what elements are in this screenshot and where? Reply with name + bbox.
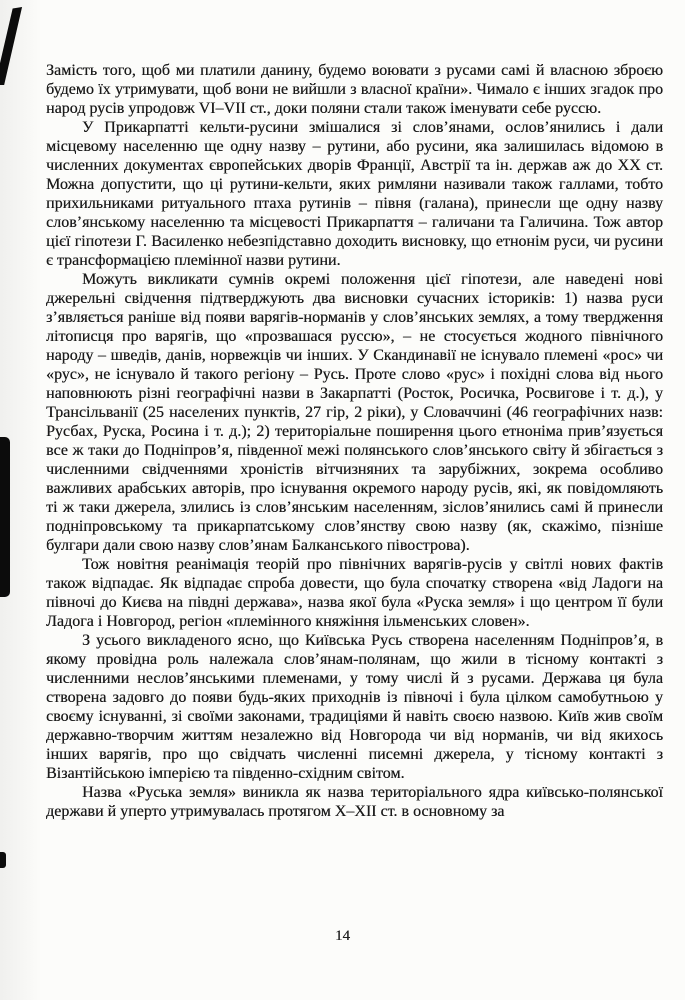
body-paragraph-6: Назва «Руська земля» виникла як назва територіального ядра київсько-полянської держави й уперто утримувалась протягом X–XII ст. в основному за [46,784,663,820]
body-paragraph-3: Можуть викликати сумнів окремі положення цієї гіпотези, але наведені нові джерельні свідчення підтверджують два висновки сучасних істориків: 1) назва руси з’являється раніше від появи варягів-норманів у слов’янських землях, а тому твердження літописця про варягів, що «прозвашася руссю», – не стосується жодного північного народу – шведів, данів, норвежців чи інших. У Скандинавії не існувало племені «рос» чи «рус», не існувало й такого регіону – Русь. Проте слово «рус» і похідні слова від нього наповнюють різні географічні назви в Закарпатті (Росток, Росичка, Росвигове і т. д.), у Трансільванії (25 населених пунктів, 27 гір, 2 ріки), у Словаччині (46 географічних назв: Русбах, Руска, Росина і т. д.); 2) територіальне поширення цього етноніма прив’язується все ж таки до Подніпров’я, південної межі полянського слов’янського світу й збігається з численними свідченнями хроністів вітчизняних та зарубіжних, зокрема особливо важливих арабських авторів, про існування окремого народу русів, які, як повідомляють ті ж таки джерела, злились із слов’янським населенням, зіслов’янились самі й принесли подніпровському та прикарпатському слов’янству свою назву (як, скажімо, пізніше булгари дали свою назву слов’янам Балканського півострова). [46,271,663,554]
body-paragraph-4: Тож новітня реанімація теорій про північних варягів-русів у світлі нових фактів також відпадає. Як відпадає спроба довести, що була спочатку створена «від Ладоги на півночі до Києва на півдні держава», назва якої була «Руска земля» і що центром її були Ладога і Новгород, регіон «племінного княжіння ільменських словен». [46,556,663,630]
body-paragraph-1: Замість того, щоб ми платили данину, будемо воювати з русами самі й власною зброєю будемо їх утримувати, щоб вони не вийшли з власної країни». Чимало є інших згадок про народ русів упродовж VI–VII ст., доки поляни стали також іменувати себе руссю. [46,62,663,117]
scan-artifact-binding-bar [0,437,10,597]
body-paragraph-2: У Прикарпатті кельти-русини змішалися зі слов’янами, ослов’янились і дали місцевому населенню ще одну назву – рутини, або русини, яка залишилась відомою в численних документах європейських дворів Франції, Австрії та ін. держав аж до XX ст. Можна допустити, що ці рутини-кельти, яких римляни називали також галлами, тобто прихильниками ритуального птаха рутинів – півня (галана), принесли ще одну назву слов’янському населенню та місцевості Прикарпаття – галичани та Галичина. Тож автор цієї гіпотези Г. Василенко небезпідставно доходить висновку, що етнонім руси, чи русини є трансформацією племінної назви рутини. [46,119,663,269]
page-number: 14 [335,928,350,944]
scan-artifact-corner [0,7,23,85]
scan-artifact-tick [0,852,6,868]
text-block [46,61,663,821]
body-paragraph-5: З усього викладеного ясно, що Київська Русь створена населенням Подніпров’я, в якому провідна роль належала слов’янам-полянам, що жили в тісному контакті з численними неслов’янськими племенами, у тому числі й з русами. Держава ця була створена задовго до появи будь-яких приходнів із півночі і була цілком самобутньою у своєму існуванні, зі своїми законами, традиціями й навіть своєю назвою. Київ жив своїм державно-творчим життям незалежно від Новгорода чи від норманів, чи від якихось інших варягів, про що свідчать численні писемні джерела, у тісному контакті з Візантійською імперією та південно-східним світом. [46,632,663,782]
